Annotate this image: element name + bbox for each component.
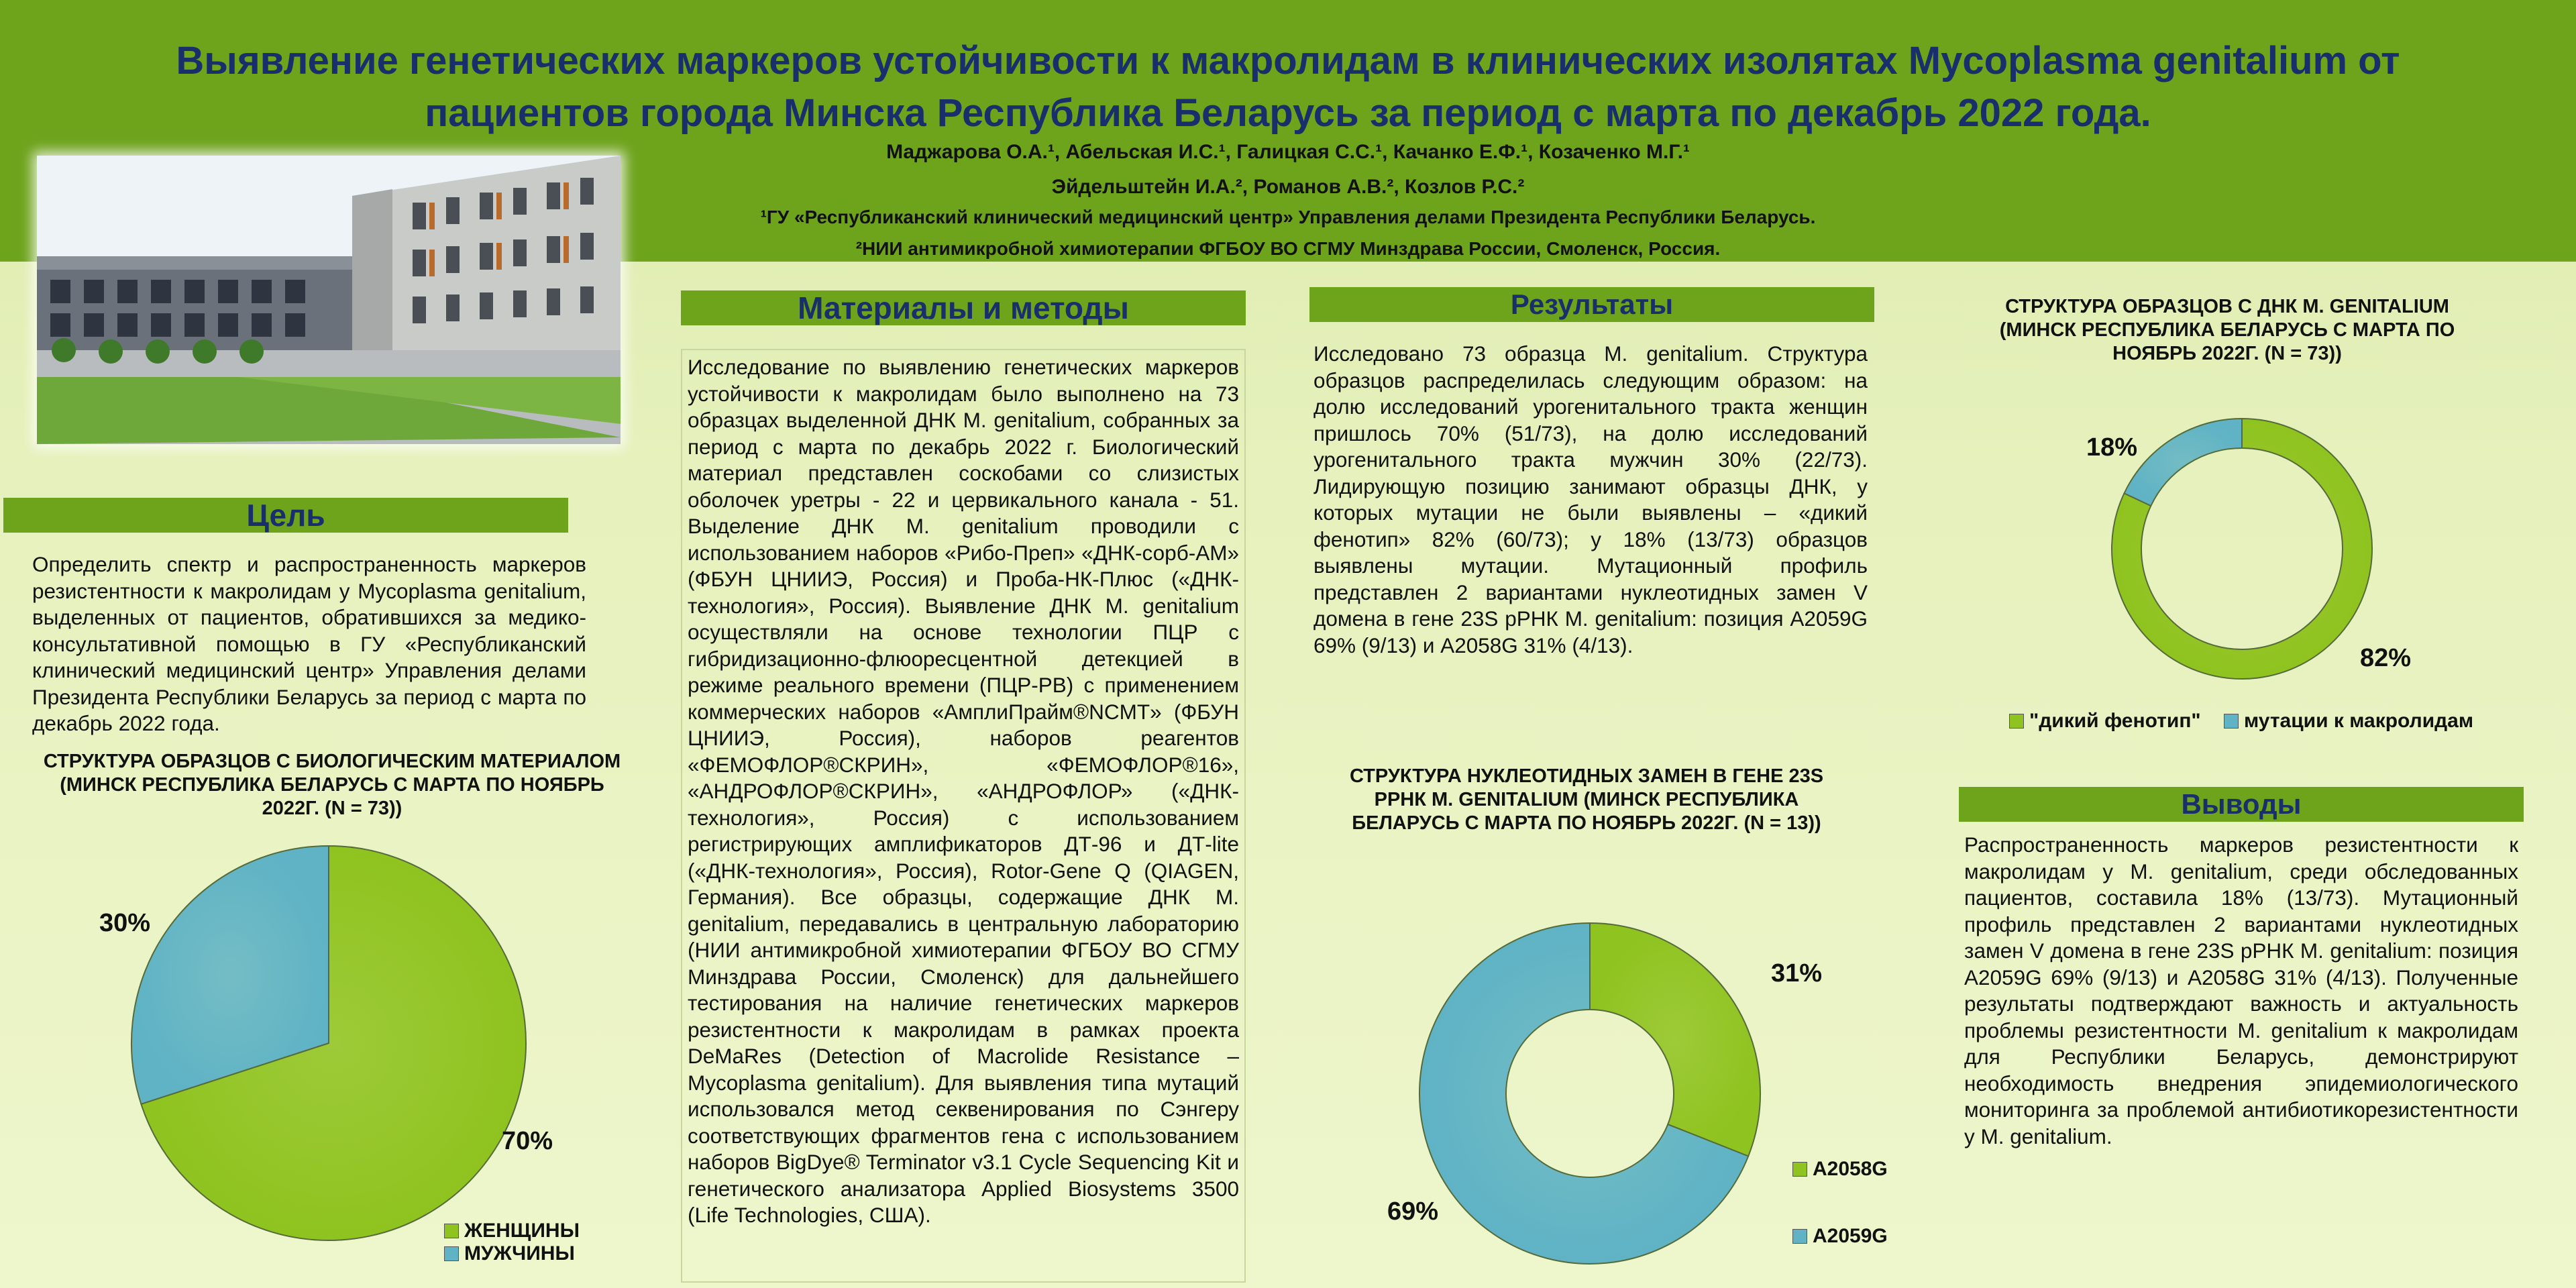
- goal-text: Определить спектр и распространенность маркеров резистентности к макролидам у Mycoplasma genitalium, выделенных от пациентов, обратившихся за медико-консультативной помощью в ГУ «Республиканский клинический медицинский центр» Управления делами Президента Республики Беларусь за период с марта по декабрь 2022 года.: [32, 552, 586, 735]
- chart2-donut: [2108, 415, 2376, 683]
- legend-swatch-green: [2009, 714, 2024, 729]
- authors-line-2: Эйдельштейн И.А.², Романов А.В.², Козлов Р.С.²: [1051, 176, 1525, 198]
- chart2-label-wild: 82%: [2360, 644, 2412, 672]
- chart1-title: СТРУКТУРА ОБРАЗЦОВ С БИОЛОГИЧЕСКИМ МАТЕРИАЛОМ (МИНСК РЕСПУБЛИКА БЕЛАРУСЬ С МАРТА ПО НОЯБРЬ 2022Г. (N = 73)): [43, 751, 621, 819]
- legend-swatch-blue: [1792, 1229, 1807, 1244]
- affiliation-1: ¹ГУ «Республиканский клинический медицинский центр» Управления делами Президента Республики Беларусь.: [760, 207, 1816, 227]
- chart1-label-women: 70%: [502, 1127, 553, 1155]
- chart3-donut: [1415, 919, 1764, 1268]
- goal-heading: Цель: [3, 498, 568, 533]
- chart1-pie: [127, 842, 530, 1244]
- affiliation-2: ²НИИ антимикробной химиотерапии ФГБОУ ВО СГМУ Минздрава России, Смоленск, Россия.: [855, 238, 1721, 259]
- chart3-legend-a2059g-label: A2059G: [1813, 1225, 1888, 1247]
- chart3-legend-a2058g-label: A2058G: [1813, 1158, 1888, 1180]
- chart1-legend-women: [444, 1220, 580, 1242]
- results-heading: Результаты: [1309, 287, 1874, 322]
- conclusions-heading: Выводы: [1959, 787, 2524, 822]
- chart3-label-a2058g: 31%: [1771, 959, 1823, 987]
- chart3-slice-0: [1590, 923, 1760, 1157]
- chart2-label-mutations: 18%: [2086, 433, 2138, 462]
- legend-swatch-blue: [444, 1246, 459, 1261]
- conclusions-text: Распространенность маркеров резистентности к макролидам у M. genitalium, среди обследованных пациентов, составила 18% (13/73). Мутационный профиль представлен 2 вариантами нуклеотидных замен V домена в гене 23S рРНК M. genitalium: позиция A2059G 69% (9/13) и A2058G 31% (4/13). Полученные результаты подтверждают важность и актуальность проблемы резистентности M. genitalium к макролидам для Республики Беларусь, демонстрируют необходимость внедрения эпидемиологического мониторинга за проблемой антибиотикорезистентности у M. genitalium.: [1964, 833, 2518, 1148]
- authors-line-1: Маджарова О.А.¹, Абельская И.С.¹, Галицкая С.С.¹, Качанко Е.Ф.¹, Козаченко М.Г.¹: [886, 141, 1690, 163]
- legend-swatch-green: [444, 1224, 459, 1238]
- chart1-legend-women-label: ЖЕНЩИНЫ: [464, 1220, 580, 1242]
- results-text: Исследовано 73 образца M. genitalium. Структура образцов распределилась следующим образом: на долю исследований урогенитального тракта женщин пришлось 70% (51/73), на долю исследований урогенитального тракта мужчин 30% (22/73). Лидирующую позицию занимают образцы ДНК, у которых мутации не были выявлены – «дикий фенотип» 82% (60/73); у 18% (13/73) образцов выявлены мутации. Мутационный профиль представлен 2 вариантами нуклеотидных замен V домена в гене 23S рРНК M. genitalium: позиция A2059G 69% (9/13) и A2058G 31% (4/13).: [1313, 341, 1868, 657]
- chart2-legend-mutations-label: мутации к макролидам: [2244, 710, 2474, 732]
- chart2-legend-mutations: [2224, 710, 2473, 733]
- legend-swatch-blue: [2224, 714, 2239, 729]
- chart1-legend-men-label: МУЖЧИНЫ: [464, 1242, 575, 1265]
- legend-swatch-green: [1792, 1162, 1807, 1177]
- chart2-legend-wild-label: "дикий фенотип": [2029, 710, 2201, 732]
- chart1-legend-men: [444, 1242, 575, 1265]
- title-line-1: Выявление генетических маркеров устойчивости к макролидам в клинических изолятах Mycoplasma genitalium от: [176, 39, 2400, 83]
- chart2-slice-0: [2124, 419, 2242, 506]
- chart3-title: СТРУКТУРА НУКЛЕОТИДНЫХ ЗАМЕН В ГЕНЕ 23S РРНК M. GENITALIUM (МИНСК РЕСПУБЛИКА БЕЛАРУСЬ С МАРТА ПО НОЯБРЬ 2022Г. (N = 13)): [1349, 765, 1824, 834]
- chart3-legend-a2059g: [1792, 1225, 1888, 1248]
- title-line-2: пациентов города Минска Республика Беларусь за период с марта по декабрь 2022 года.: [425, 91, 2151, 135]
- chart2-legend-wild: [2009, 710, 2201, 733]
- methods-text: Исследование по выявлению генетических маркеров устойчивости к макролидам было выполнено на 73 образцах выделенной ДНК M. genitalium, собранных за период с марта по декабрь 2022 г. Биологический материал представлен соскобами со слизистых оболочек уретры - 22 и цервикального канала - 51. Выделение ДНК M. genitalium проводили с использованием наборов «Рибо-Преп» «ДНК-сорб-АМ» (ФБУН ЦНИИЭ, Россия) и Проба-НК-Плюс («ДНК-технология», Россия). Выявление ДНК M. genitalium осуществляли на основе технологии ПЦР с гибридизационно-флюоресцентной детекцией в режиме реального времени (ПЦР-РВ) с применением коммерческих наборов «АмплиПрайм®NCMT» (ФБУН ЦНИИЭ, Россия), наборов реагентов «ФЕМОФЛОР®СКРИН», «ФЕМОФЛОР®16», «АНДРОФЛОР®СКРИН», «АНДРОФЛОР» («ДНК-технология», Россия) с использованием регистрирующих амплификаторов ДТ-96 и ДТ-lite («ДНК-технология», Россия), Rotor-Gene Q (QIAGEN, Германия). Все образцы, содержащие ДНК M. genitalium, передавались в центральную лабораторию (НИИ антимикробной химиотерапии ФГБОУ ВО СГМУ Минздрава России, Смоленск) для дальнейшего тестирования на наличие генетических маркеров резистентности к макролидам в рамках проекта DeMaRes (Detection of Macrolide Resistance – Mycoplasma genitalium). Для выявления типа мутаций использовался метод секвенирования по Сэнгеру соответствующих фрагментов гена с использованием наборов BigDye® Terminator v3.1 Cycle Sequencing Kit и генетического анализатора Applied Biosystems 3500 (Life Technologies, США).: [681, 349, 1246, 1283]
- poster-title: [27, 35, 2549, 140]
- chart3-label-a2059g: 69%: [1387, 1197, 1439, 1226]
- chart2-title: СТРУКТУРА ОБРАЗЦОВ С ДНК M. GENITALIUM (МИНСК РЕСПУБЛИКА БЕЛАРУСЬ С МАРТА ПО НОЯБРЬ 2022Г. (N = 73)): [1999, 296, 2455, 364]
- chart1-label-men: 30%: [99, 909, 151, 937]
- hospital-building-photo: [37, 156, 621, 444]
- chart3-legend-a2058g: [1792, 1158, 1888, 1181]
- methods-heading: Материалы и методы: [681, 290, 1246, 325]
